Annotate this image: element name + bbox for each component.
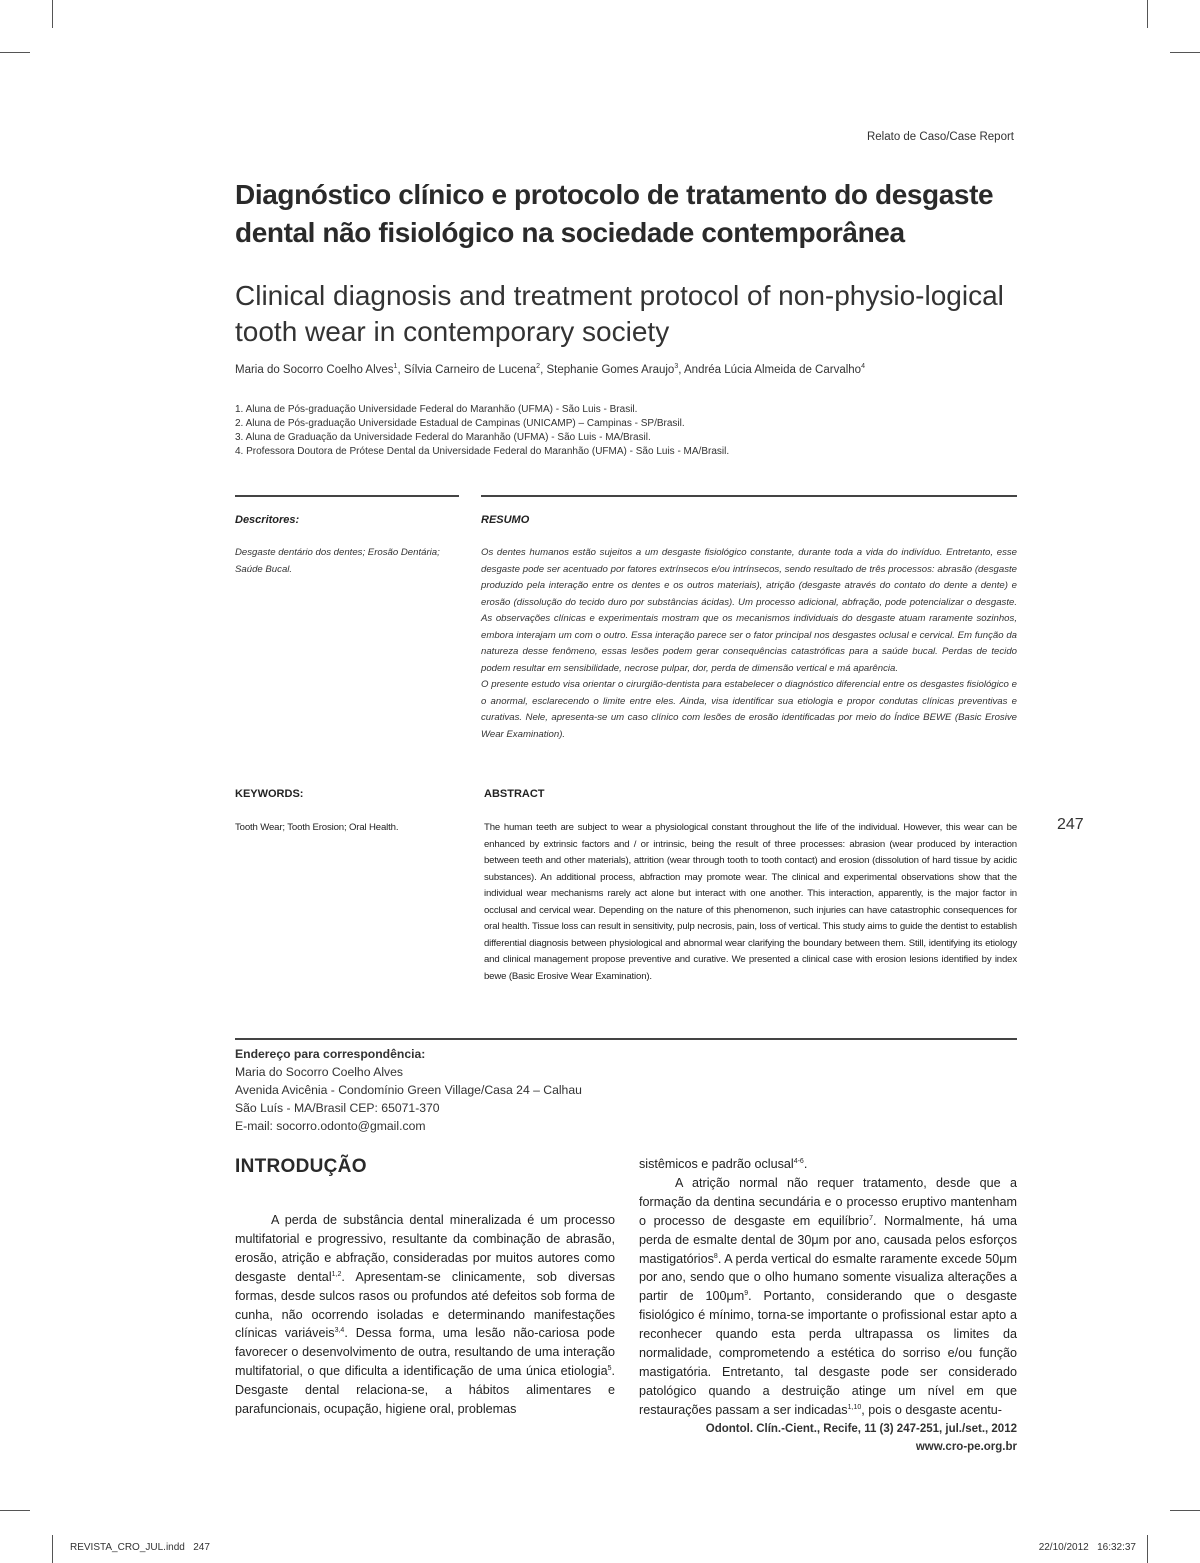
affiliations [235,403,1035,459]
keywords-label: KEYWORDS: [235,788,304,800]
resumo-label: RESUMO [481,514,530,526]
paragraph: sistêmicos e padrão oclusal$^{4-6}$. [639,1157,808,1171]
author-list [235,364,1035,376]
affiliation: 3. Aluna de Graduação da Universidade Federal do Maranhão (UFMA) - São Luis - MA/Brasil. [235,432,651,443]
author: Sílvia Carneiro de Lucena$^2$, [403,363,547,376]
paragraph: A atrição normal não requer tratamento, desde que a formação da dentina secundária e o processo eruptivo mantenham o processo de desgaste em equilíbrio$^7$. Normalmente, há uma perda de esmalte dental de 30μm por ano, causada pelos esforços mastigatórios$^8$. A perda vertical do esmalte raramente excede 50μm por ano, sendo que o olho humano somente visualiza alterações a partir de $100\mu m^9$. Portanto, considerando que o desgaste fisiológico é mínimo, torna-se importante o profissional estar apto a reconhecer quando esta perda ultrapassa os limites da normalidade, comprometendo a estética do sorriso e/ou função mastigatória. Entretanto, tal desgaste pode ser considerado patológico quando a destruição atinge um nível em que restaurações passam a ser indicadas$^{1,10}$, pois o desgaste acentu- [639,1175,1017,1417]
crop-mark [1170,1510,1200,1511]
correspondence-label: Endereço para correspondência: [235,1047,426,1061]
intro-heading: INTRODUÇÃO [235,1156,367,1177]
title-en: Clinical diagnosis and treatment protocol of non-physio-logical tooth wear in contemporary society [235,280,1004,347]
crop-mark [1147,1535,1148,1563]
keywords-text: Tooth Wear; Tooth Erosion; Oral Health. [235,822,399,833]
affiliation: 1. Aluna de Pós-graduação Universidade Federal do Maranhão (UFMA) - São Luis - Brasil. [235,404,638,415]
resumo-body [481,545,1017,743]
divider [235,495,459,497]
print-slug-file: REVISTA_CRO_JUL.indd 247 [70,1542,210,1553]
journal-website[interactable]: www.cro-pe.org.br [915,1441,1017,1453]
author: Maria do Socorro Coelho Alves$^1$, [235,363,404,376]
print-slug-date: 22/10/2012 16:32:37 [1038,1542,1136,1553]
crop-mark [52,1535,53,1563]
author: Andréa Lúcia Almeida de Carvalho$^4$ [684,363,865,376]
intro-left-column: A perda de substância dental mineralizada é um processo multifatorial e progressivo, resultante da combinação de abrasão, erosão, atrição e abfração, consideradas por muitos autores como desgaste dental$^{1,2}$. Apresentam-se clinicamente, sob diversas formas, desde sulcos rasos ou profundos até defeitos sob forma de cunha, não ocorrendo isoladas e determinando manifestações clínicas variáveis$^{3,4}$. Dessa forma, uma lesão não-cariosa pode favorecer o desenvolvimento de outra, resultando de uma interação multifatorial, o que dificulta a identificação de uma única etiologia$^5$. Desgaste dental relaciona-se, a hábitos alimentares e parafuncionais, ocupação, higiene oral, problemas [235,1213,616,1417]
email-link[interactable]: E-mail: socorro.odonto@gmail.com [235,1119,426,1133]
intro-right-column [639,1155,1017,1420]
resumo-paragraph: O presente estudo visa orientar o cirurgião-dentista para estabelecer o diagnóstico diferencial entre os desgastes fisiológico e o anormal, esclarecendo o limite entre eles. Ainda, visa identificar sua etiologia e propor condutas clínicas preventivas e curativas. Nele, apresenta-se um caso clínico com lesões de erosão identificadas por meio do Índice BEWE (Basic Erosive Wear Examination). [481,679,1017,740]
divider [481,495,1017,497]
section-header: Relato de Caso/Case Report [866,131,1014,143]
correspondence-line: Avenida Avicênia - Condomínio Green Village/Casa 24 – Calhau [235,1083,582,1097]
crop-mark [1170,52,1200,53]
correspondence-block [235,1045,655,1135]
author: Stephanie Gomes Araujo$^3$, [546,363,684,376]
crop-mark [0,1510,30,1511]
affiliation: 4. Professora Doutora de Prótese Dental da Universidade Federal do Maranhão (UFMA) - São Luis - MA/Brasil. [235,446,730,457]
abstract-body: The human teeth are subject to wear a physiological constant throughout the life of the individual. However, this wear can be enhanced by extrinsic factors and / or intrinsic, being the result of three processes: abrasion (wear produced by interaction between teeth and other materials), attrition (wear through tooth to tooth contact) and erosion (dissolution of hard tissue by acidic substances). An additional process, abfraction may promote wear. The clinical and experimental observations show that the individual wear mechanisms rarely act alone but interact with one another. This interaction, apparently, is the major factor in occlusal and cervical wear. Depending on the nature of this phenomenon, such injuries can have catastrophic consequences for oral health. Tissue loss can result in sensitivity, pulp necrosis, pain, loss of vertical. This study aims to guide the dentist to establish differential diagnosis between physiological and abnormal wear clarifying the boundary between them. Still, identifying its etiology and clinical management propose preventive and curative. We presented a clinical case with erosion lesions identified by index bewe (Basic Erosive Wear Examination). [484,822,1017,982]
descritores-text: Desgaste dentário dos dentes; Erosão Dentária; Saúde Bucal. [235,547,440,575]
resumo-paragraph: Os dentes humanos estão sujeitos a um desgaste fisiológico constante, durante toda a vida do indivíduo. Entretanto, esse desgaste pode ser acentuado por fatores extrínsecos e/ou intrínsecos, sendo resultado de três processos: abrasão (desgaste produzido pela interação entre os dentes e os outros materiais), atrição (desgaste através do contato do dente a dente) e erosão (dissolução do tecido duro por substâncias ácidas). Um processo adicional, abfração, pode potencializar o desgaste. As observações clínicas e experimentais mostram que os mecanismos individuais do desgaste atuam raramente sozinhos, embora interajam um com o outro. Essa interação parece ser o fator principal nos desgastes oclusal e cervical. Em função da natureza desse fenômeno, essas lesões podem gerar consequências catastróficas para a saúde bucal. Perdas de tecido podem resultar em sensibilidade, necrose pulpar, dor, perda de dimensão vertical e má aparência. [481,547,1017,674]
divider [235,1038,1017,1040]
crop-mark [52,0,53,28]
crop-mark [1147,0,1148,28]
affiliation: 2. Aluna de Pós-graduação Universidade Estadual de Campinas (UNICAMP) – Campinas - SP/Brasil. [235,418,685,429]
crop-mark [0,52,30,53]
journal-citation: Odontol. Clín.-Cient., Recife, 11 (3) 247-251, jul./set., 2012 [705,1423,1017,1435]
page-number: 247 [1057,816,1084,833]
abstract-label: ABSTRACT [484,788,545,800]
correspondence-line: Maria do Socorro Coelho Alves [235,1065,403,1079]
correspondence-line: São Luís - MA/Brasil CEP: 65071-370 [235,1101,440,1115]
title-pt: Diagnóstico clínico e protocolo de tratamento do desgaste dental não fisiológico na sociedade contemporânea [235,179,994,248]
descritores-label: Descritores: [235,514,300,526]
